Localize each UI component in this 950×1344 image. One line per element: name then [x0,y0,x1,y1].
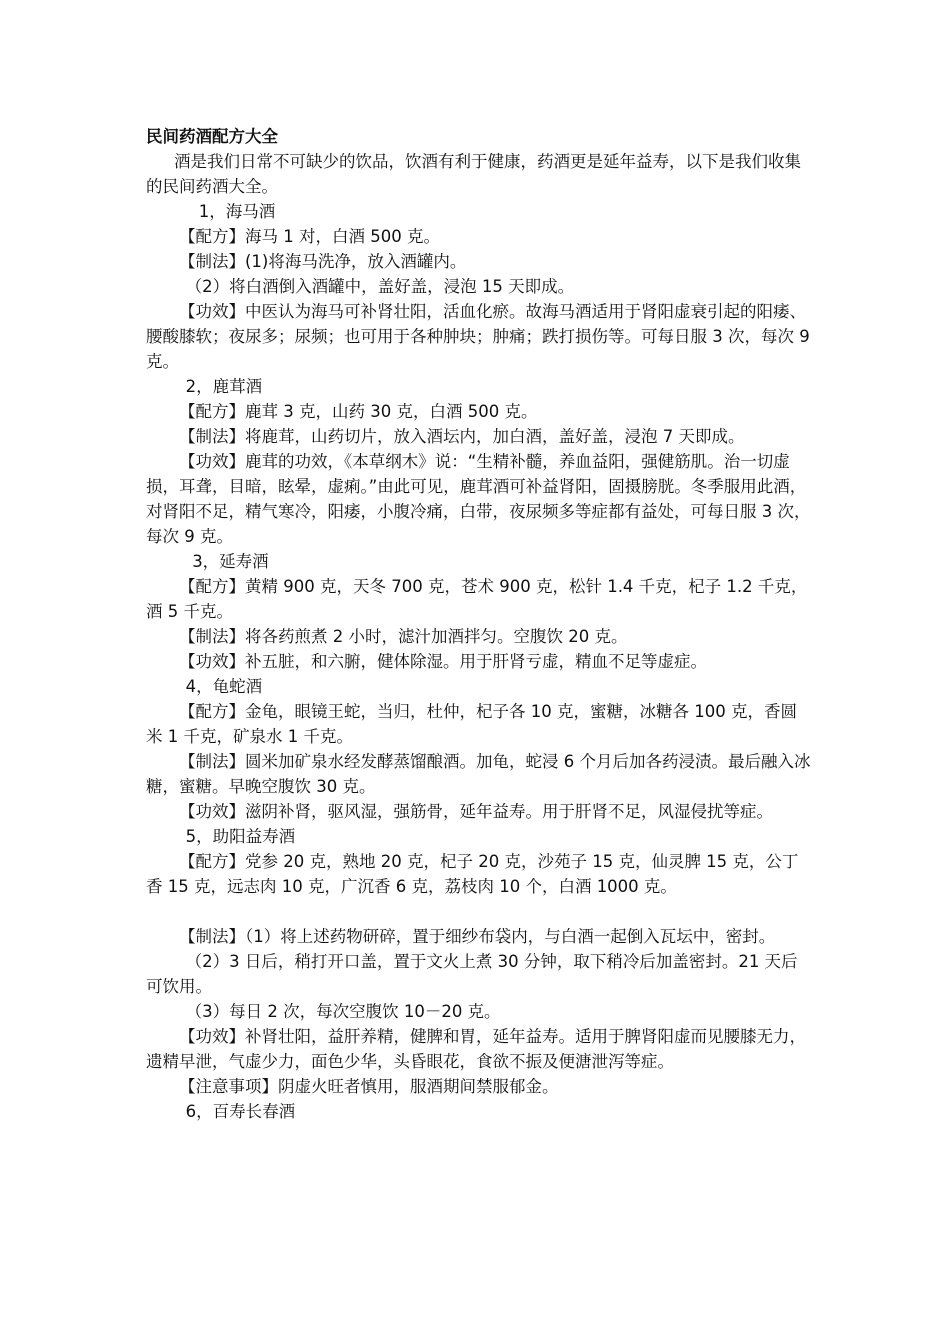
recipe-method-step: （2）将白酒倒入酒罐中，盖好盖，浸泡 15 天即成。 [185,277,575,296]
recipe-caution: 【注意事项】阴虚火旺者慎用，服酒期间禁服郁金。 [179,1077,559,1096]
section-heading-zhuyang: 5，助阳益寿酒 [185,827,296,846]
recipe-formula: 【配方】黄精 900 克，天冬 700 克，苍术 900 克，松针 1.4 千克，杞子 1.2 千克，酒 5 千克。 [146,577,808,621]
recipe-method: 【制法】（1）将上述药物研碎，置于细纱布袋内，与白酒一起倒入瓦坛中，密封。 [179,927,776,946]
recipe-method: 【制法】将鹿茸，山药切片，放入酒坛内，加白酒，盖好盖，浸泡 7 天即成。 [179,427,745,446]
section-heading-baishou: 6，百寿长春酒 [185,1102,296,1121]
recipe-effect: 【功效】补肾壮阳，益肝养精，健脾和胃，延年益寿。适用于脾肾阳虚而见腰膝无力，遗精早泄，气虚少力，面色少华，头昏眼花，食欲不振及便溏泄泻等症。 [146,1027,806,1071]
document-body [146,124,812,1124]
recipe-effect: 【功效】滋阴补肾，驱风湿，强筋骨，延年益寿。用于肝肾不足，风湿侵扰等症。 [179,802,773,821]
recipe-method: 【制法】(1)将海马洗净，放入酒罐内。 [179,252,467,271]
section-heading-lurong: 2，鹿茸酒 [185,377,263,396]
section-heading-yanshou: 3，延寿酒 [192,552,269,571]
recipe-formula: 【配方】海马 1 对，白酒 500 克。 [179,227,440,246]
recipe-formula: 【配方】鹿茸 3 克，山药 30 克，白酒 500 克。 [179,402,538,421]
recipe-method-step: （3）每日 2 次，每次空腹饮 10－20 克。 [185,1002,501,1021]
recipe-method: 【制法】圆米加矿泉水经发酵蒸馏酿酒。加龟，蛇浸 6 个月后加各药浸渍。最后融入冰糖，蜜糖。早晚空腹饮 30 克。 [146,752,811,796]
recipe-formula: 【配方】党参 20 克，熟地 20 克，杞子 20 克，沙苑子 15 克，仙灵脾 15 克，公丁香 15 克，远志肉 10 克，广沉香 6 克，荔枝肉 10 个，白酒 1000 克。 [146,852,799,896]
recipe-method-step: （2）3 日后，稍打开口盖，置于文火上煮 30 分钟，取下稍冷后加盖密封。21 天后可饮用。 [146,952,798,996]
recipe-effect: 【功效】补五脏，和六腑，健体除湿。用于肝肾亏虚，精血不足等虚症。 [179,652,707,671]
recipe-effect: 【功效】中医认为海马可补肾壮阳，活血化瘀。故海马酒适用于肾阳虚衰引起的阳痿、腰酸膝软；夜尿多；尿频；也可用于各种肿块；肿痛；跌打损伤等。可每日服 3 次，每次 9 克。 [146,302,810,371]
recipe-method: 【制法】将各药煎煮 2 小时，滤汁加酒拌匀。空腹饮 20 克。 [179,627,628,646]
recipe-effect: 【功效】鹿茸的功效，《本草纲木》说：“生精补髓，养血益阳，强健筋肌。治一切虚损，耳聋，目暗，眩晕，虚痢。”由此可见，鹿茸酒可补益肾阳，固摄膀胱。冬季服用此酒，对肾阳不足，精气寒冷，阳痿，小腹冷痛，白带，夜尿频多等症都有益处，可每日服 3 次，每次 9 克。 [146,452,811,546]
section-heading-guishe: 4，龟蛇酒 [185,677,263,696]
blank-line [146,899,812,924]
document-title: 民间药酒配方大全 [146,127,278,146]
intro-paragraph: 酒是我们日常不可缺少的饮品，饮酒有利于健康，药酒更是延年益寿，以下是我们收集的民间药酒大全。 [146,152,802,196]
section-heading-haima: 1，海马酒 [198,202,276,221]
recipe-formula: 【配方】金龟，眼镜王蛇，当归，杜仲，杞子各 10 克，蜜糖，冰糖各 100 克，香圆米 1 千克，矿泉水 1 千克。 [146,702,797,746]
